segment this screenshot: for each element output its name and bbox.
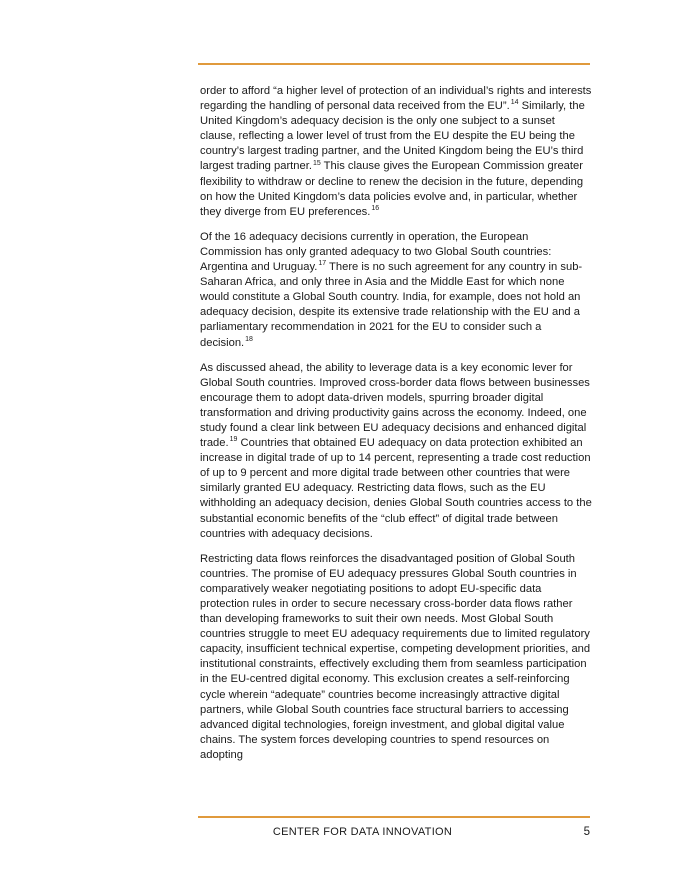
body-text	[200, 84, 592, 773]
footnote-ref[interactable]: 15	[312, 159, 321, 167]
footnote-ref[interactable]: 19	[229, 436, 238, 444]
footer-organization: CENTER FOR DATA INNOVATION	[272, 826, 453, 838]
page-number: 5	[583, 826, 590, 838]
footnote-ref[interactable]: 14	[510, 99, 519, 107]
paragraph: order to afford “a higher level of protection of an individual’s rights and interests regarding the handling of personal data received from the EU”.$^{14}$ Similarly, the United Kingdom’s adequacy decision is the only one subject to a sunset clause, reflecting a lower level of trust from the EU despite the EU being the country’s largest trading partner, and the United Kingdom being the EU’s third largest trading partner.$^{15}$ This clause gives the European Commission greater flexibility to withdraw or decline to renew the decision in the future, depending on how the United Kingdom’s data policies evolve and, in particular, whether they diverge from EU preferences.$^{16}$	[200, 85, 592, 218]
paragraph: Restricting data flows reinforces the disadvantaged position of Global South countries. The promise of EU adequacy pressures Global South countries in comparatively weaker negotiating positions to adopt EU-specific data protection rules in order to secure necessary cross-border data flows rather than developing frameworks to suit their own needs. Most Global South countries struggle to meet EU adequacy requirements due to limited regulatory capacity, insufficient technical expertise, competing development priorities, and institutional constraints, effectively excluding them from seamless participation in the EU-centred digital economy. This exclusion creates a self-reinforcing cycle wherein “adequate” countries become increasingly attractive digital partners, while Global South countries face structural barriers to accessing advanced digital technologies, foreign investment, and global digital value chains. The system forces developing countries to spend resources on adopting	[200, 552, 591, 761]
footer-rule	[198, 816, 590, 818]
footnote-ref[interactable]: 16	[371, 205, 380, 213]
paragraph: Of the 16 adequacy decisions currently in operation, the European Commission has only granted adequacy to two Global South countries: Argentina and Uruguay.$^{17}$ There is no such agreement for any country in sub-Saharan Africa, and only three in Asia and the Middle East for which none would constitute a Global South country. India, for example, does not hold an adequacy decision, despite its extensive trade relationship with the EU and a parliamentary recommendation in 2021 for the EU to consider such a decision.$^{18}$	[200, 230, 583, 349]
footnote-ref[interactable]: 17	[318, 260, 327, 268]
paragraph: As discussed ahead, the ability to leverage data is a key economic lever for Global South countries. Improved cross-border data flows between businesses encourage them to adopt data-driven models, spurring broader digital transformation and driving productivity gains across the economy. Indeed, one study found a clear link between EU adequacy decisions and enhanced digital trade.$^{19}$ Countries that obtained EU adequacy on data protection exhibited an increase in digital trade of up to 14 percent, representing a trade cost reduction of up to 9 percent and more digital trade between other countries that were similarly granted EU adequacy. Restricting data flows, such as the EU withholding an adequacy decision, denies Global South countries access to the substantial economic benefits of the “club effect” of digital trade between countries with adequacy decisions.	[200, 361, 592, 540]
footnote-ref[interactable]: 18	[245, 335, 253, 343]
header-rule	[198, 63, 590, 65]
